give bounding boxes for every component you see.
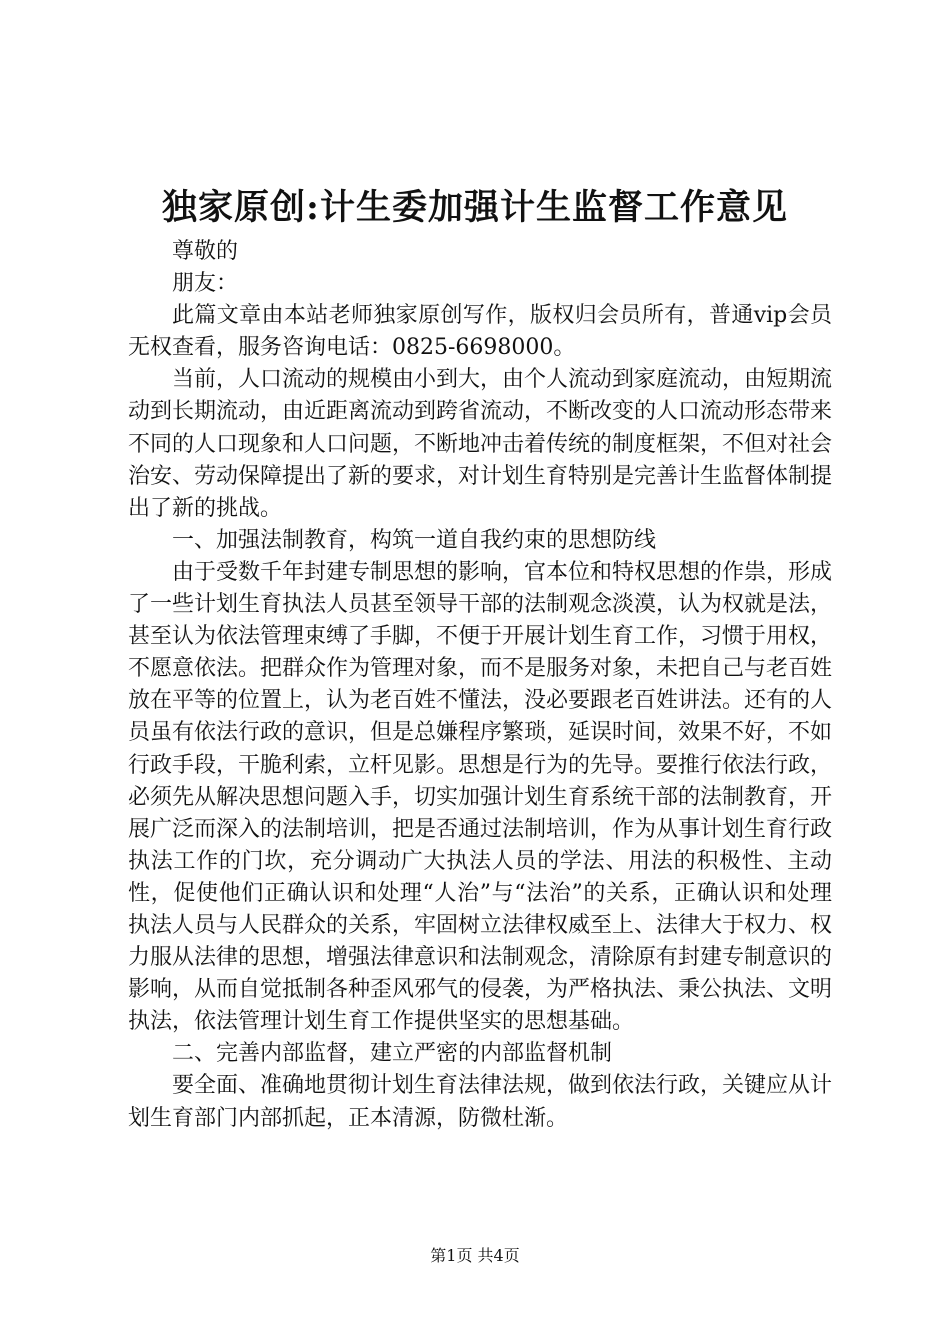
- salutation-line-2: 朋友：: [172, 271, 239, 297]
- document-title: 独家原创:计生委加强计生监督工作意见: [162, 187, 788, 228]
- salutation-line-1: 尊敬的: [172, 239, 239, 264]
- section-heading-1: 一、加强法制教育，构筑一道自我约束的思想防线: [172, 527, 657, 553]
- page-number-footer: 第1页 共4页: [430, 1246, 520, 1265]
- section-heading-2: 二、完善内部监督，建立严密的内部监督机制: [172, 1041, 613, 1067]
- section-2-paragraph: 要全面、准确地贯彻计划生育法律法规，做到依法行政，关键应从计划生育部门内部抓起，正本清源，防微杜渐。: [128, 1073, 833, 1131]
- section-1-paragraph: 由于受数千年封建专制思想的影响，官本位和特权思想的作祟，形成了一些计划生育执法人员甚至领导干部的法制观念淡漠，认为权就是法，甚至认为依法管理束缚了手脚，不便于开展计划生育工作，习惯于用权，不愿意依法。把群众作为管理对象，而不是服务对象，未把自己与老百姓放在平等的位置上，认为老百姓不懂法，没必要跟老百姓讲法。还有的人员虽有依法行政的意识，但是总嫌程序繁琐，延误时间，效果不好，不如行政手段，干脆利索，立杆见影。思想是行为的先导。要推行依法行政，必须先从解决思想问题入手，切实加强计划生育系统干部的法制教育，开展广泛而深入的法制培训，把是否通过法制培训，作为从事计划生育行政执法工作的门坎，充分调动广大执法人员的学法、用法的积极性、主动性，促使他们正确认识和处理“人治”与“法治”的关系，正确认识和处理执法人员与人民群众的关系，牢固树立法律权威至上、法律大于权力、权力服从法律的思想，增强法律意识和法制观念，清除原有封建专制意识的影响，从而自觉抵制各种歪风邪气的侵袭，为严格执法、秉公执法、文明执法，依法管理计划生育工作提供坚实的思想基础。: [128, 559, 833, 1035]
- intro-paragraph: 当前，人口流动的规模由小到大，由个人流动到家庭流动，由短期流动到长期流动，由近距离流动到跨省流动，不断改变的人口流动形态带来不同的人口现象和人口问题，不断地冲击着传统的制度框架，不但对社会治安、劳动保障提出了新的要求，对计划生育特别是完善计生监督体制提出了新的挑战。: [128, 367, 833, 521]
- copyright-notice: 此篇文章由本站老师独家原创写作，版权归会员所有，普通vip会员无权查看，服务咨询电话：0825-6698000。: [128, 303, 832, 361]
- document-body: [128, 236, 832, 1135]
